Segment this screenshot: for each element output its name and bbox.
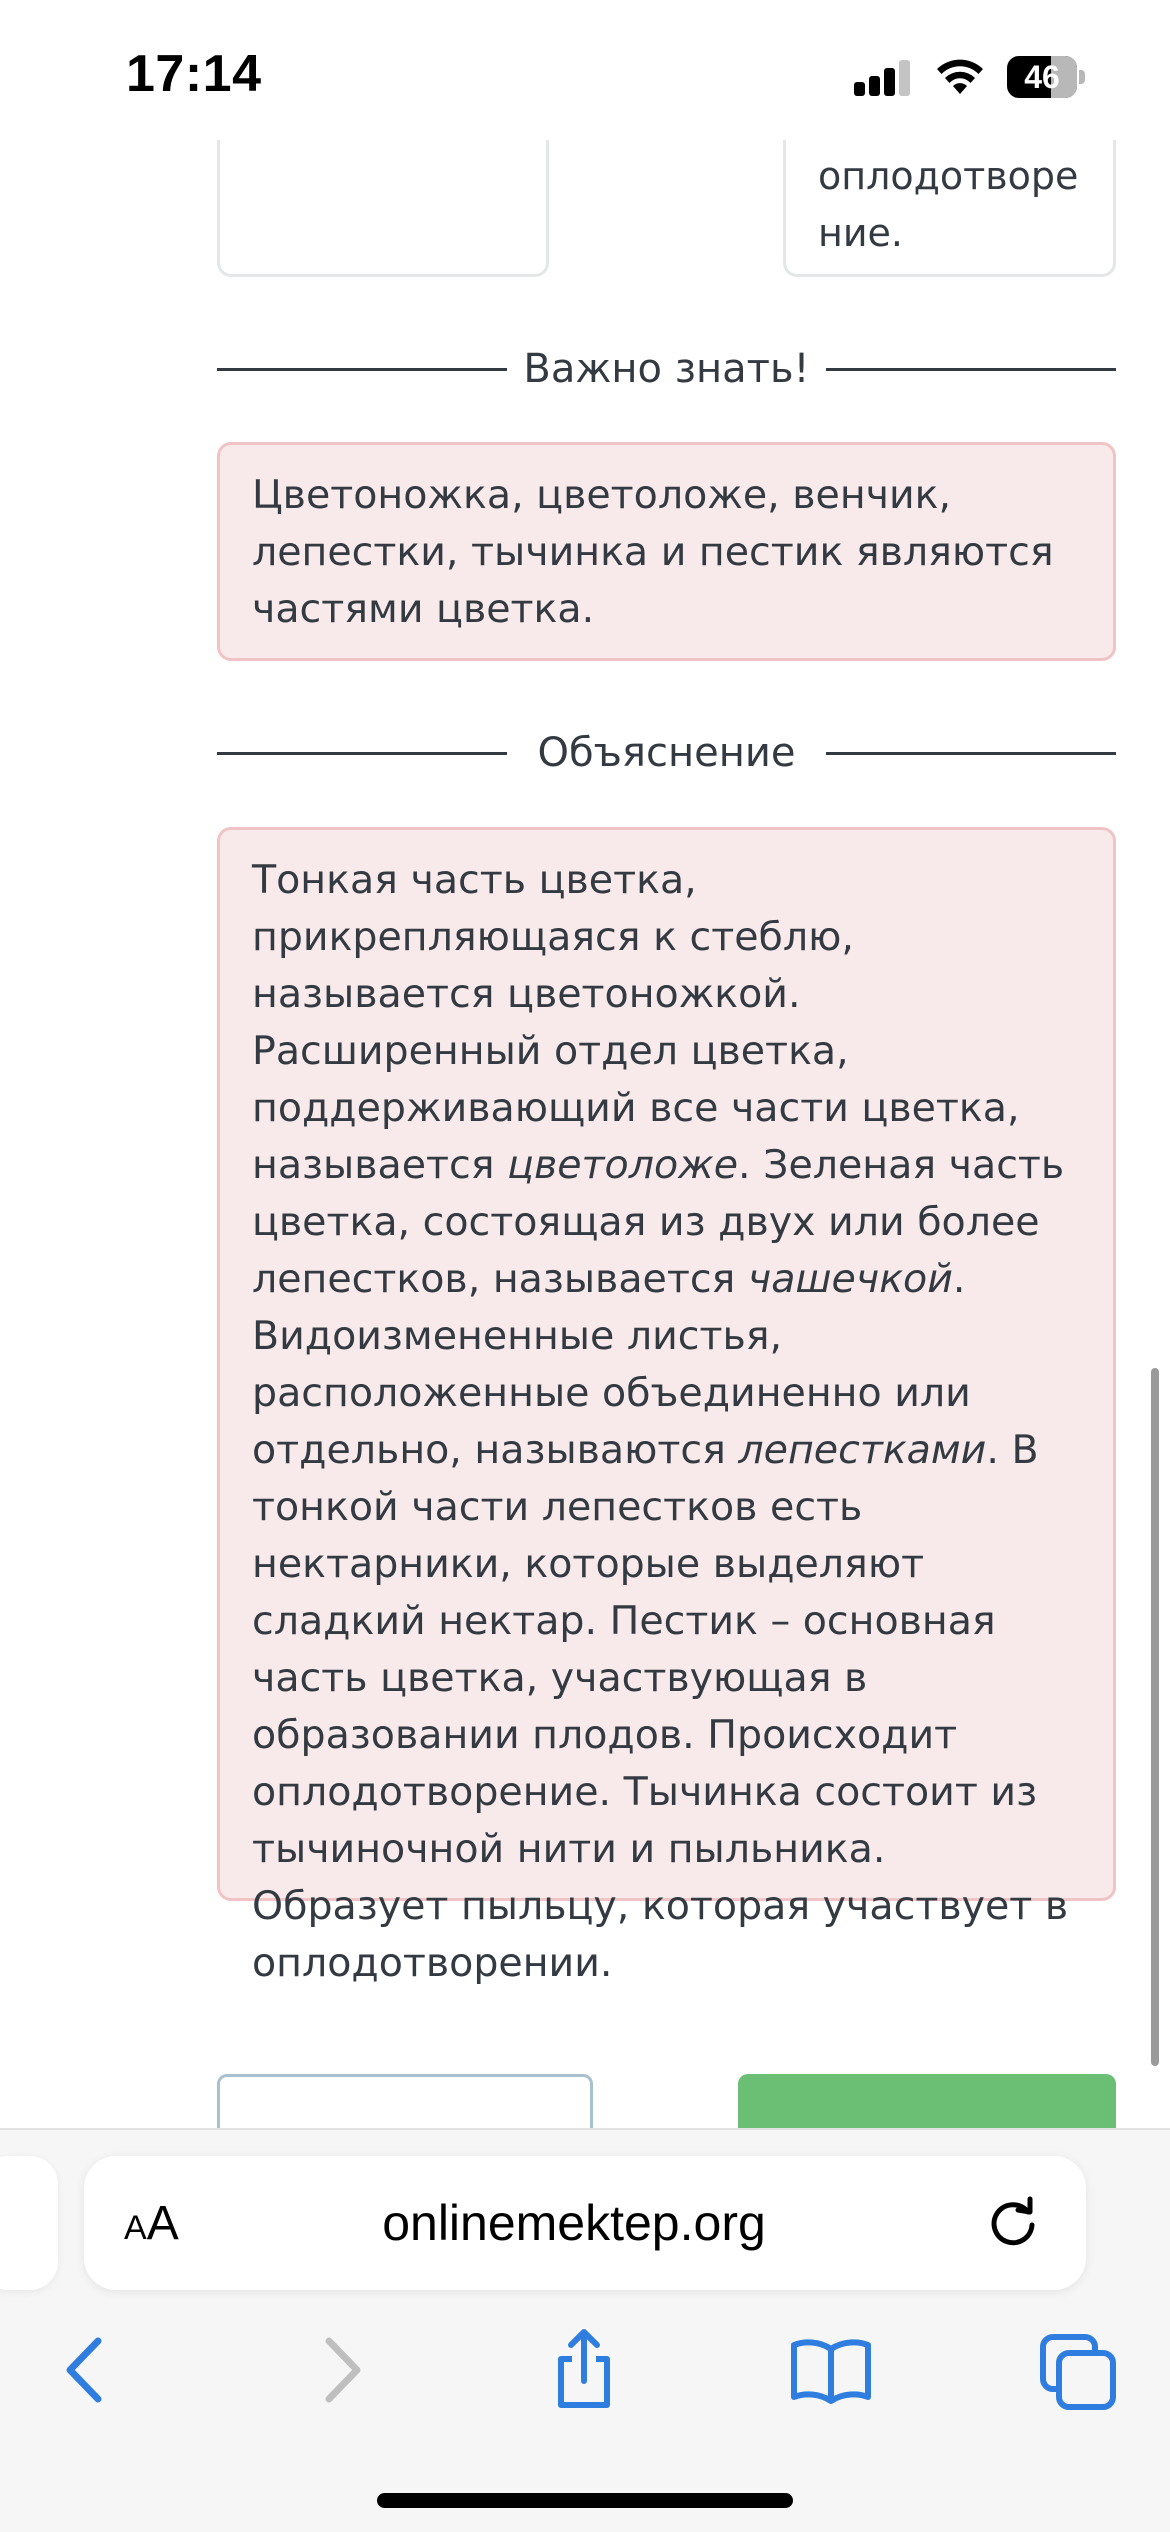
term-calyx: чашечкой bbox=[747, 1256, 953, 1302]
reader-settings-button[interactable]: AA bbox=[124, 2197, 179, 2250]
back-icon[interactable] bbox=[42, 2325, 132, 2415]
answer-card-text: оплодотворение. bbox=[818, 154, 1079, 255]
explanation-heading: Объяснение bbox=[537, 730, 796, 776]
browser-chrome bbox=[0, 2128, 1170, 2532]
previous-tab-peek[interactable] bbox=[0, 2156, 58, 2290]
explanation-note bbox=[217, 827, 1116, 1986]
wifi-icon bbox=[935, 56, 985, 96]
explanation-text-part: . Видоизмененные листья, расположенные объединенно или отдельно, называются bbox=[252, 1256, 971, 1473]
home-indicator[interactable] bbox=[377, 2493, 793, 2508]
explanation-text-part: . Зеленая часть цветка, состоящая из двух или более лепестков, называется bbox=[252, 1142, 1065, 1302]
share-icon[interactable] bbox=[539, 2325, 629, 2415]
status-bar bbox=[0, 0, 1170, 140]
forward-icon[interactable] bbox=[295, 2325, 385, 2415]
explanation-divider bbox=[217, 723, 1116, 783]
battery-level: 46 bbox=[1024, 59, 1060, 95]
term-receptacle: цветоложе bbox=[507, 1142, 739, 1188]
explanation-text-part: . В тонкой части лепестков есть нектарники, которые выделяют сладкий нектар. Пестик – основная часть цветка, участвующая в образовании плодов. Происходит оплодотворение. Тычинка состоит из тычиночной нити и пыльника. Образует пыльцу, которая участвует в оплодотворении. bbox=[252, 1427, 1069, 1986]
explanation-text-part: Тонкая часть цветка, прикрепляющаяся к стеблю, называется цветоножкой. Расширенный отдел цветка, поддерживающий все части цветка, называется bbox=[252, 857, 1020, 1188]
reload-icon[interactable] bbox=[982, 2192, 1044, 2254]
page-scrollbar[interactable] bbox=[1151, 1368, 1159, 2066]
important-heading: Важно знать! bbox=[523, 346, 810, 392]
term-petals: лепестками bbox=[738, 1427, 987, 1473]
status-time: 17:14 bbox=[126, 45, 262, 103]
address-bar[interactable] bbox=[84, 2156, 1086, 2290]
tabs-icon[interactable] bbox=[1033, 2325, 1123, 2415]
bookmarks-icon[interactable] bbox=[786, 2325, 876, 2415]
important-note bbox=[217, 442, 1116, 661]
url-text[interactable]: onlinemektep.org bbox=[382, 2195, 766, 2251]
important-divider bbox=[217, 339, 1116, 399]
explanation-text bbox=[252, 852, 1093, 1992]
signal-icon bbox=[854, 60, 912, 96]
battery-icon bbox=[1007, 56, 1085, 98]
important-text: Цветоножка, цветоложе, венчик, лепестки, тычинка и пестик являются частями цветка. bbox=[252, 472, 1054, 632]
